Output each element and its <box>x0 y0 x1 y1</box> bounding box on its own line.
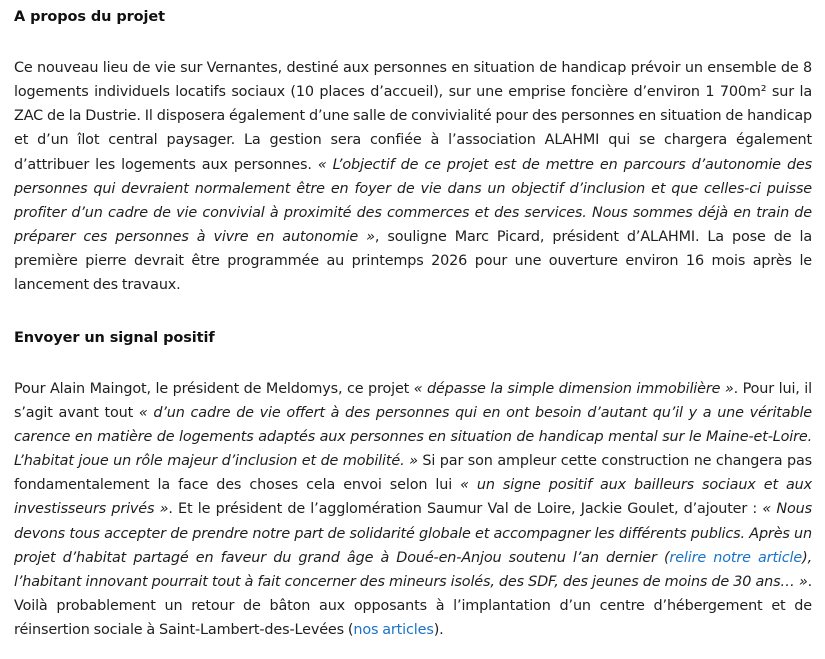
quote-maingot-1: « dépasse la simple dimension immobilière » <box>413 380 734 397</box>
link-relire-notre-article[interactable]: relire notre article <box>669 549 803 566</box>
quote-goulet-part2: ), l’habitant innovant pourrait tout à fait concerner des mineurs isolés, des SDF, des jeunes de moins de 30 ans… » <box>14 549 812 590</box>
paragraph-text: . Et le président de l’agglomération Saumur Val de Loire, Jackie Goulet, d’ajouter : <box>168 501 763 518</box>
section-heading-about-project: A propos du projet <box>14 9 165 25</box>
quote-picard: « L’objectif de ce projet est de mettre en parcours d’autonomie des personnes qui devraient normalement être en foyer de vie dans un objectif d’inclusion et que celles-ci puisse profiter d’un cadre de vie convivial à proximité des commerces et des services. Nous sommes déjà en train de préparer ces personnes à vivre en autonomie » <box>14 156 812 246</box>
paragraph-text: ). <box>433 622 444 639</box>
link-nos-articles[interactable]: nos articles <box>353 622 434 639</box>
paragraph-text: Si par son ampleur cette construction ne changera pas fondamentalement la face des choses cela envoi selon lui <box>14 453 813 494</box>
quote-goulet-part1: « Nous devons tous accepter de prendre notre part de solidarité globale et accompagner les différents publics. Après un projet d’habitat partagé en faveur du grand âge à Doué-en-Anjou soutenu l’an dernier ( <box>14 501 812 566</box>
paragraph-about-project <box>14 56 812 298</box>
paragraph-positive-signal <box>14 377 812 643</box>
paragraph-text: . Voilà probablement un retour de bâton aux opposants à l’implantation d’un centre d’hébergement et de réinsertion sociale à Saint-Lambert-des-Levées ( <box>14 573 812 639</box>
quote-maingot-3: « un signe positif aux bailleurs sociaux et aux investisseurs privés » <box>14 477 812 518</box>
section-heading-positive-signal: Envoyer un signal positif <box>14 329 215 346</box>
paragraph-text: Pour Alain Maingot, le président de Meldomys, ce projet <box>14 380 414 397</box>
paragraph-text: , souligne Marc Picard, président d’ALAHMI. La pose de la première pierre devrait être programmée au printemps 2026 pour une ouverture environ 16 mois après le lancement des travaux. <box>14 229 812 294</box>
quote-maingot-2: « d’un cadre de vie offert à des personnes qui en ont besoin d’autant qu’il y a une véritable carence en matière de logements adaptés aux personnes en situation de handicap mental sur le Maine-et-Loire. L’habitat joue un rôle majeur d’inclusion et de mobilité. » <box>14 404 812 470</box>
paragraph-text: . Pour lui, il s’agit avant tout <box>14 380 812 421</box>
paragraph-text: Ce nouveau lieu de vie sur Vernantes, destiné aux personnes en situation de handicap prévoir un ensemble de 8 logements individuels locatifs sociaux (10 places d’accueil), sur une emprise foncière d’environ 1 700m² sur la ZAC de la Dustrie. Il disposera également d’une salle de convivialité pour des personnes en situation de handicap et d’un îlot central paysager. La gestion sera confiée à l’association ALAHMI qui se chargera également d’attribuer les logements aux personnes. <box>14 60 812 173</box>
